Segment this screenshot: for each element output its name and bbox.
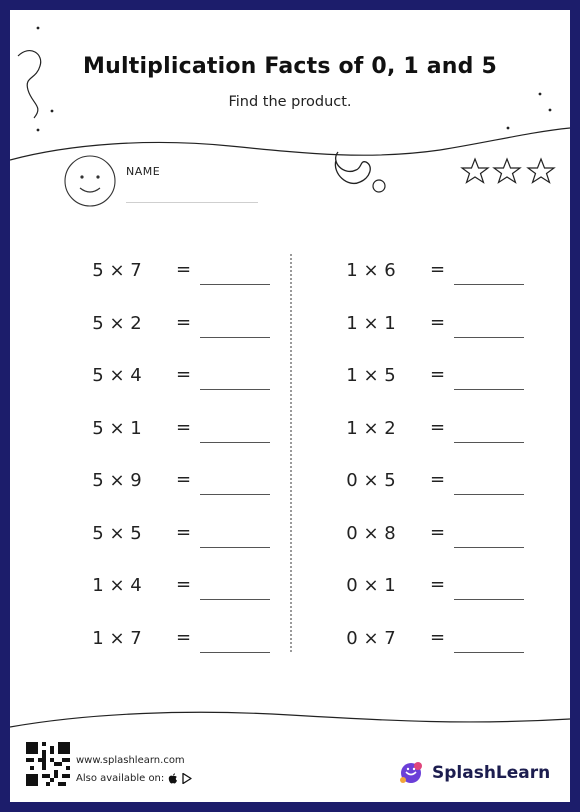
problem-row <box>72 256 332 309</box>
answer-blank[interactable] <box>454 494 524 495</box>
problem-row <box>72 361 332 414</box>
apple-icon[interactable] <box>168 773 178 784</box>
equals-sign: = <box>430 574 446 595</box>
problem-expression: 0 × 7 <box>346 627 396 649</box>
problem-expression: 5 × 4 <box>92 365 142 386</box>
qr-code-icon <box>26 742 70 786</box>
name-field[interactable] <box>126 202 258 203</box>
problem-row <box>326 519 570 572</box>
problem-row <box>72 519 332 572</box>
available-on <box>76 773 192 784</box>
answer-blank[interactable] <box>454 547 524 548</box>
equals-sign: = <box>430 416 446 438</box>
footer-wave-decoration <box>10 705 570 745</box>
problem-row <box>72 571 332 624</box>
website-link[interactable]: www.splashlearn.com <box>76 755 185 766</box>
answer-blank[interactable] <box>200 494 270 495</box>
equals-sign: = <box>176 259 192 280</box>
problem-row <box>326 571 570 624</box>
answer-blank[interactable] <box>454 389 524 390</box>
splashlearn-logo-icon <box>396 758 426 788</box>
equals-sign: = <box>430 259 446 280</box>
problem-row <box>326 624 570 677</box>
equals-sign: = <box>176 521 192 543</box>
play-store-icon[interactable] <box>182 773 192 784</box>
answer-blank[interactable] <box>200 652 270 653</box>
equals-sign: = <box>430 469 446 490</box>
problem-expression: 1 × 1 <box>346 312 396 334</box>
problem-row <box>72 624 332 677</box>
equals-sign: = <box>430 521 446 543</box>
problem-expression: 5 × 1 <box>92 417 142 439</box>
answer-blank[interactable] <box>200 599 270 600</box>
equals-sign: = <box>430 311 446 333</box>
problem-row <box>326 414 570 467</box>
equals-sign: = <box>176 626 192 648</box>
problem-expression: 0 × 5 <box>346 470 396 491</box>
equals-sign: = <box>176 469 192 490</box>
equals-sign: = <box>176 416 192 438</box>
problem-expression: 5 × 2 <box>92 312 142 334</box>
answer-blank[interactable] <box>454 337 524 338</box>
problem-expression: 1 × 4 <box>92 575 142 596</box>
answer-blank[interactable] <box>454 284 524 285</box>
star-icon <box>462 159 554 183</box>
worksheet-page <box>10 10 570 802</box>
answer-blank[interactable] <box>200 389 270 390</box>
problem-expression: 5 × 7 <box>92 260 142 281</box>
problem-expression: 1 × 6 <box>346 260 396 281</box>
problems-right-column <box>326 256 570 676</box>
available-label: Also available on: <box>76 773 165 784</box>
problem-row <box>72 309 332 362</box>
problem-expression: 1 × 5 <box>346 365 396 386</box>
answer-blank[interactable] <box>454 599 524 600</box>
problem-row <box>72 466 332 519</box>
problem-row <box>326 256 570 309</box>
answer-blank[interactable] <box>200 284 270 285</box>
equals-sign: = <box>430 626 446 648</box>
splashlearn-logo <box>396 758 550 788</box>
problems-left-column <box>72 256 332 676</box>
equals-sign: = <box>176 574 192 595</box>
equals-sign: = <box>176 311 192 333</box>
smiley-face-icon <box>63 155 119 211</box>
equals-sign: = <box>430 364 446 385</box>
problem-expression: 5 × 9 <box>92 470 142 491</box>
answer-blank[interactable] <box>200 442 270 443</box>
problem-expression: 1 × 7 <box>92 627 142 649</box>
instructions: Find the product. <box>228 94 352 110</box>
problem-row <box>326 466 570 519</box>
answer-blank[interactable] <box>200 547 270 548</box>
answer-blank[interactable] <box>200 337 270 338</box>
answer-blank[interactable] <box>454 652 524 653</box>
equals-sign: = <box>176 364 192 385</box>
problem-row <box>72 414 332 467</box>
problem-row <box>326 361 570 414</box>
problem-row <box>326 309 570 362</box>
problem-expression: 0 × 1 <box>346 575 396 596</box>
answer-blank[interactable] <box>454 442 524 443</box>
brand-name: SplashLearn <box>432 763 551 783</box>
problem-expression: 1 × 2 <box>346 417 396 439</box>
name-label: NAME <box>126 165 161 178</box>
page-title: Multiplication Facts of 0, 1 and 5 <box>83 54 497 79</box>
problem-expression: 5 × 5 <box>92 522 142 544</box>
problem-expression: 0 × 8 <box>346 522 396 544</box>
